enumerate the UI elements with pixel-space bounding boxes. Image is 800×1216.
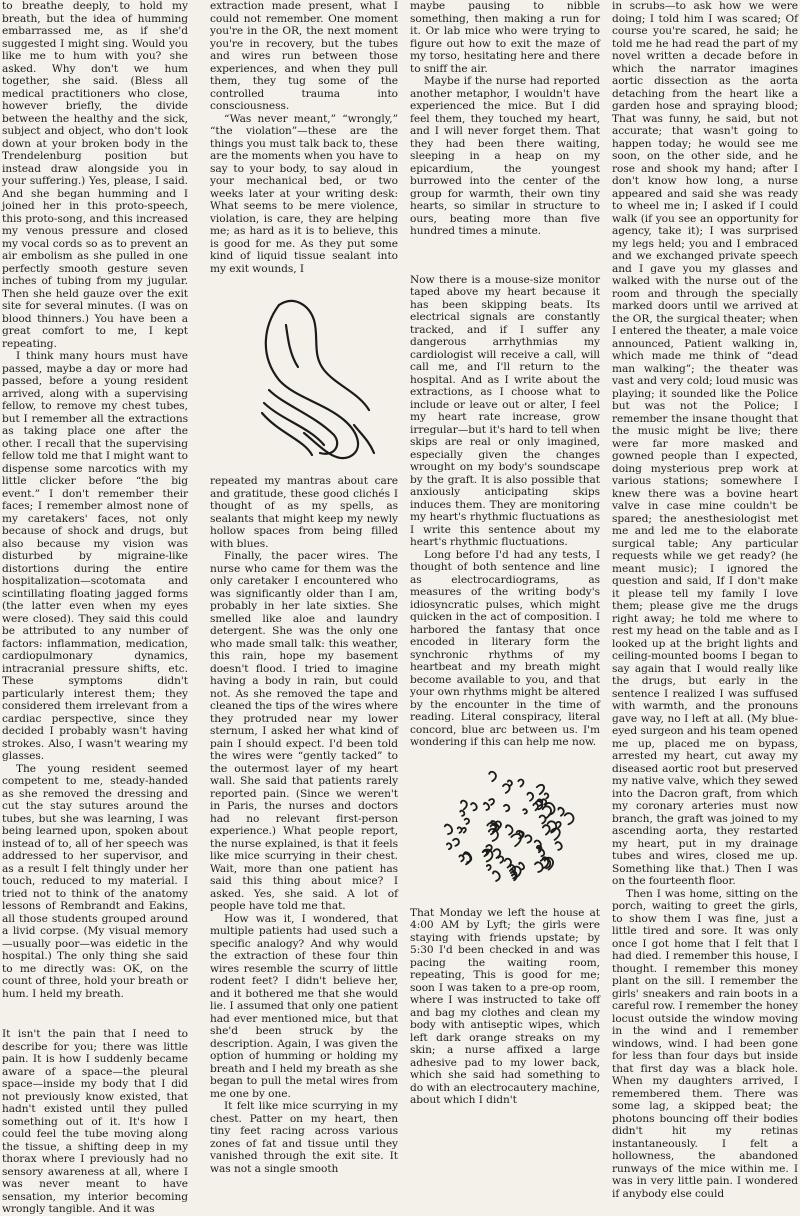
paragraph: to breathe deeply, to hold my breath, but the idea of humming embarrassed me, as if she'd suggested I might sing. Would you like me to hum with you? she asked. Why don't we hum together, she said. (Bless all medical practitioners who close, however briefly, the divide between the healthy and the sick, subject and object, who don't look down at your broken body in the Trendelenburg position but instead draw alongside you in your suffering.) Yes, please, I said. And she began humming and I joined her in this proto-speech, this proto-song, and this increased my venous pressure and closed my vocal cords so as to prevent an air embolism as she pulled in one perfectly smooth gesture seven inches of tubing from my jugular. Then she held gauze over the exit site for several minutes. (I was on blood thinners.) You have been a great comfort to me, I kept repeating.: [2, 0, 188, 350]
scribble-stroke: [462, 827, 466, 832]
scribble-stroke: [458, 827, 462, 833]
scribble-stroke: [506, 825, 513, 834]
scribble-stroke: [489, 798, 494, 804]
paragraph: I think many hours must have passed, maybe a day or more had passed, before a young resident arrived, along with a supervising fellow, to remove my chest tubes, but I remember all the extractions as taking place one after the other. I recall that the supervising fellow told me that I might want to dispense some narcotics with my little clicker before “the big event.” I don't remember their faces; I remember almost none of my caretakers' faces, not only because of shock and drugs, but also because my vision was disturbed by migraine-like distortions during the entire hospitalization—scotomata and scintillating floating jagged forms (the latter even when my eyes were closed). They said this could be attributed to any number of factors: inflammation, medication, cardiopulmonary dynamics, intracranial pressure shifts, etc. These symptoms didn't particularly interest them; they considered them irrelevant from a cardiac perspective, since they decided I probably wasn't having strokes. Also, I wasn't wearing my glasses.: [2, 350, 188, 762]
scribble-stroke: [487, 864, 491, 869]
scribble-stroke: [540, 815, 546, 823]
section-opening-paragraph: It isn't the pain that I need to describe for you; there was little pain. It is how I suddenly became aware of a space—the pleural space—inside my body that I did not previously know existed, that hadn't existed until they pulled something out of it. It's how I could feel the tube moving along the tissue, a shifting deep in my thorax where I previously had no sensory awareness at all, where I was never meant to have sensation, my interior becoming wrongly tangible. And it was: [2, 1028, 188, 1215]
paragraph: maybe pausing to nibble something, then making a run for it. Or lab mice who were trying to figure out how to exit the maze of my torso, hesitating here and there to sniff the air.: [410, 0, 600, 75]
scribble-stroke: [484, 802, 489, 809]
paragraph: How was it, I wondered, that multiple patients had used such a specific analogy? And why would the extraction of these four thin wires resemble the scurry of little rodent feet? I didn't believe her, and it bothered me that she would lie. I assumed that only one patient had ever mentioned mice, but that she'd been struck by the description. Again, I was given the option of humming or holding my breath and I held my breath as she began to pull the metal wires from me one by one.: [210, 912, 398, 1100]
paragraph: in scrubs—to ask how we were doing; I told him I was scared; Of course you're scared, he said; he told me he had read the part of my novel written a decade before in which the narrator imagines aortic dissection as the aorta detaching from the heart like a garden hose and spraying blood; That was funny, he said, but not accurate; that wasn't going to happen today; he would see me soon, on the other side, and he rose and shook my hand; after I don't know how long, a nurse appeared and said she was ready to wheel me in; I asked if I could walk (if you see an opportunity for agency, take it); I was surprised my legs held; you and I embraced and we exchanged private speech and I gave you my glasses and walked with the nurse out of the room and through the specially marked doors until we arrived at the OR, the surgical theater; when I entered the theater, a male voice announced, Patient walking in, which made me think of “dead man walking”; the theater was vast and very cold; loud music was playing; it sounded like the Police but was not the Police; I remember the insane thought that the music might be live; there were far more masked and gowned people than I expected, doing mysterious prep work at various stations; somewhere I knew there was a bovine heart valve in case mine couldn't be spared; the anesthesiologist met me and led me to the elaborate surgical table; Any particular requests while we get ready? (he meant music); I ignored the question and said, If I don't make it please tell my family I love them; please give me the drugs right away; he told me where to rest my head on the table and as I looked up at the bright lights and ceiling-mounted booms I began to say again that I would really like the drugs, but early in the sentence I realized I was suffused with warmth, and the pronouns gave way, no I left at all. (My blue-eyed surgeon and his team opened me up, placed me on bypass, arrested my heart, cut away my diseased aortic root but preserved my native valve, which they sewed into the Dacron graft, from which my coronary arteries must now branch, the graft was joined to my ascending aorta, they restarted my heart, put in my drainage tubes and wires, closed me up. Something like that.) Then I was on the fourteenth floor.: [612, 0, 798, 887]
scribble-stroke: [498, 856, 503, 862]
column-3: [410, 0, 600, 1106]
scribble-stroke: [447, 843, 451, 849]
scribble-stroke: [565, 813, 574, 824]
scribble-stroke: [556, 842, 562, 850]
scribble-stroke: [518, 779, 523, 786]
scribble-stroke: [545, 793, 549, 798]
column-1: [2, 0, 188, 1215]
mice-pile-drawing-icon: [224, 285, 384, 465]
column-2: [210, 0, 398, 1175]
paragraph: repeated my mantras about care and gratitude, these good clichés I thought of as my spells, as sealants that might keep my newly hollow spaces from being filled with blues.: [210, 475, 398, 550]
scribble-stroke: [535, 862, 543, 872]
scribble-stroke: [504, 804, 509, 810]
paragraph: Then I was home, sitting on the porch, waiting to greet the girls, to show them I was fine, just a little tired and sore. It was only once I got home that I felt that I had died. I remember this house, I thought. I remember this money plant on the sill. I remember the girls' sneakers and rain boots in a careful row. I remember the honey locust outside the window moving in the wind and I remember windows, wind. I had been gone for less than four days but inside that first day was a black hole. When my daughters arrived, I remembered them. There was some lag, a skipped beat; the photons bouncing off their bodies didn't hit my retinas instantaneously. I felt a hollowness, the abandoned runways of the mice within me. I was in very little pain. I wondered if anybody else could: [612, 887, 798, 1200]
scribble-stroke: [453, 838, 459, 845]
scribble-stroke: [493, 871, 500, 881]
paragraph: The young resident seemed competent to me, steady-handed as she removed the dressing and cut the stay sutures around the tubes, but she was learning, I was being learned upon, spoken about instead of to, all of her speech was addressed to her supervisor, and as a result I felt thingly under her touch, reduced to my material. I tried not to think of the anatomy lessons of Rembrandt and Eakins, all those students grouped around a livid corpse. (My visual memory—usually poor—was eidetic in the hospital.) The only thing she said to me directly was: OK, on the count of three, hold your breath or hum. I held my breath.: [2, 762, 188, 1000]
scribble-stroke: [459, 855, 463, 861]
scribble-stroke: [533, 803, 538, 810]
scribble-stroke: [489, 771, 496, 780]
scribble-stroke: [445, 824, 452, 834]
scribble-stroke: [543, 825, 550, 834]
scribble-stroke: [494, 849, 501, 858]
scribble-stroke: [525, 835, 531, 842]
scribble-cluster-drawing-icon: [435, 761, 575, 891]
paragraph: “Was never meant,” “wrongly,” “the violation”—these are the things you must talk back to, these are the moments when you have to say to your body, to say aloud in your mechanical bed, or two weeks later at your writing desk: What seems to be mere violence, violation, is care, they are helping me; as hard as it is to believe, this is good for me. As they put some kind of liquid tissue sealant into my exit wounds, I: [210, 112, 398, 275]
section-opening-paragraph: That Monday we left the house at 4:00 AM by Lyft; the girls were staying with friends upstate; by 5:30 I'd been checked in and was pacing the waiting room, repeating, This is good for me; soon I was taken to a pre-op room, where I was instructed to take off and bag my clothes and clean my body with antiseptic wipes, which left dark orange streaks on my skin; a nurse affixed a large adhesive pad to my lower back, which she said had something to do with an electrocautery machine, about which I didn't: [410, 906, 600, 1106]
scribble-stroke: [471, 803, 477, 810]
scribble-stroke: [461, 800, 467, 809]
paragraph: Long before I'd had any tests, I thought of both sentence and line as electrocardiograms, as measures of the writing body's idiosyncratic pulses, which might quicken in the act of composition. I harbored the fantasy that once encoded in literary form the synchronic rhythms of my heartbeat and my breath might become available to you, and that your own rhythms might be altered by the encounter in the time of reading. Literal conspiracy, literal concord, blue arc between us. I'm wondering if this can help me now.: [410, 548, 600, 748]
scribble-stroke: [460, 810, 464, 815]
paragraph: extraction made present, what I could not remember. One moment you're in the OR, the next moment you're in recovery, but the tubes and wires run between those experiences, and when they pull them, they tug some of the controlled trauma into consciousness.: [210, 0, 398, 112]
paragraph: Finally, the pacer wires. The nurse who came for them was the only caretaker I encountered who was significantly older than I am, probably in her late sixties. She smelled like aloe and laundry detergent. She was the only one who made small talk: this weather, this rain, hope my basement doesn't flood. I tried to imagine having a body in rain, but could not. As she removed the tape and cleaned the tips of the wires where they protruded near my lower sternum, I asked her what kind of pain I should expect. I'd been told the wires were “gently tacked” to the outermost layer of my heart wall. She said that patients rarely reported pain. (Since we weren't in Paris, the nurses and doctors had no relevant first-person experience.) What people report, the nurse explained, is that it feels like mice scurrying in their chest. Wait, more than one patient has said this thing about mice? I asked. Yes, she said. A lot of people have told me that.: [210, 550, 398, 912]
scribble-stroke: [537, 784, 544, 793]
scribble-stroke: [511, 834, 521, 846]
section-opening-paragraph: Now there is a mouse-size monitor taped above my heart because it has been skipping beats. Its electrical signals are constantly tracked, and if I suffer any dangerous arrhythmias my cardiologist will receive a call, will call me, and I'll return to the hospital. And as I write about the extractions, as I choose what to include or leave out or alter, I feel my heart rate increase, grow irregular—but it's hard to tell when skips are real or only imagined, especially given the changes wrought on my body's soundscape by the graft. It is also possible that anxiously anticipating skips induces them. They are monitoring my heart's rhythmic fluctuations as I write this sentence about my heart's rhythmic fluctuations.: [410, 273, 600, 548]
paragraph: Maybe if the nurse had reported another metaphor, I wouldn't have experienced the mice. But I did feel them, they touched my heart, and I will never forget them. That they had been there waiting, sleeping in a heap on my epicardium, the youngest burrowed into the center of the group for warmth, their own tiny hearts, so similar in structure to ours, beating more than five hundred times a minute.: [410, 75, 600, 237]
scribble-stroke: [465, 818, 469, 823]
column-4: [612, 0, 798, 1200]
scribble-stroke: [503, 784, 510, 793]
paragraph: It felt like mice scurrying in my chest. Patter on my heart, then tiny feet racing across various zones of fat and tissue until they vanished through the exit site. It was not a single smooth: [210, 1100, 398, 1175]
scribble-stroke: [527, 792, 533, 800]
scribble-stroke: [505, 858, 511, 867]
scribble-stroke: [523, 809, 527, 813]
scribble-stroke: [558, 807, 563, 815]
